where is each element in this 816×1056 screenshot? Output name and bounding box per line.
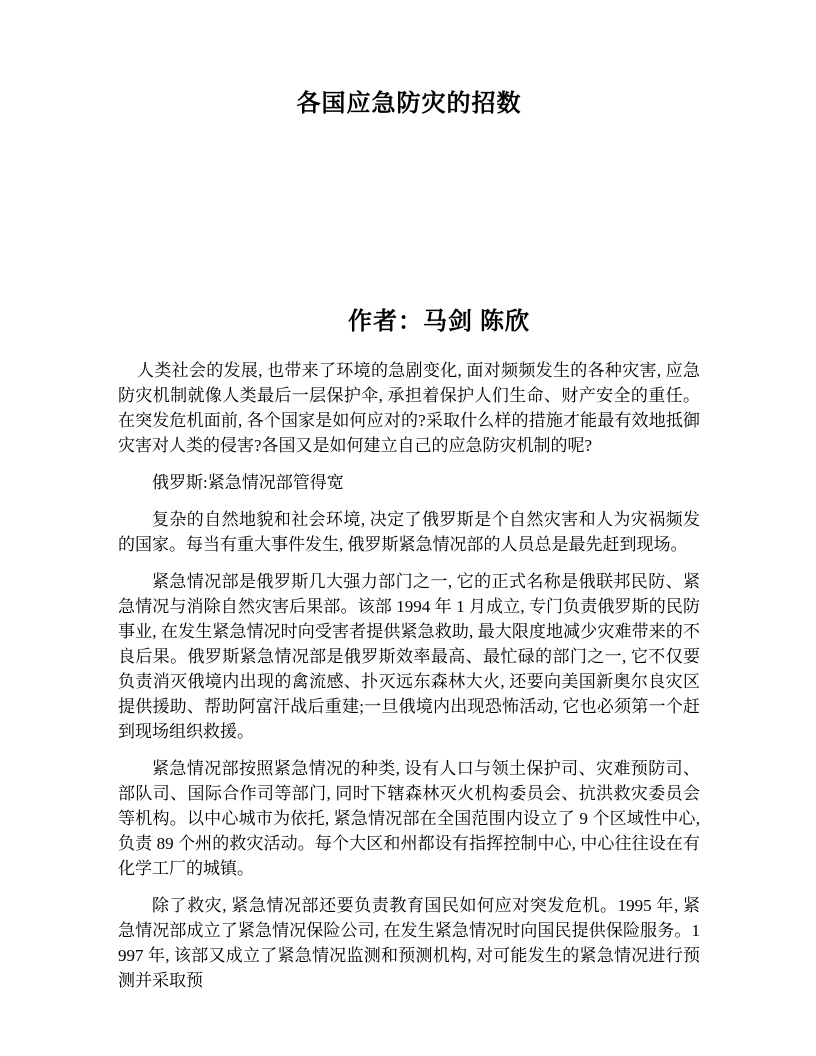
paragraph-ministry-education: 除了救灾, 紧急情况部还要负责教育国民如何应对突发危机。1995 年, 紧急情况部成立了紧急情况保险公司, 在发生紧急情况时向国民提供保险服务。1997 年, 该部又成立了紧急情况监测和预测机构, 对可能发生的紧急情况进行预测并采取预	[118, 896, 700, 990]
paragraph-russia-overview: 复杂的自然地貌和社会环境, 决定了俄罗斯是个自然灾害和人为灾祸频发的国家。每当有重大事件发生, 俄罗斯紧急情况部的人员总是最先赶到现场。	[118, 510, 700, 554]
author-line: 作者：马剑 陈欣	[348, 309, 530, 335]
paragraph-intro: 人类社会的发展, 也带来了环境的急剧变化, 面对频频发生的各种灾害, 应急防灾机制就像人类最后一层保护伞, 承担着保护人们生命、财产安全的重任。在突发危机面前, 各个国家是如何应对的?采取什么样的措施才能最有效地抵御灾害对人类的侵害?各国又是如何建立自己的应急防灾机制的呢?	[118, 361, 700, 455]
document-body	[118, 358, 700, 993]
document-title: 各国应急防灾的招数	[296, 91, 522, 117]
paragraph-ministry-role: 紧急情况部是俄罗斯几大强力部门之一, 它的正式名称是俄联邦民防、紧急情况与消除自然灾害后果部。该部 1994 年 1 月成立, 专门负责俄罗斯的民防事业, 在发生紧急情况时向受害者提供紧急救助, 最大限度地减少灾难带来的不良后果。俄罗斯紧急情况部是俄罗斯效率最高、最忙碌的部门之一, 它不仅要负责消灭俄境内出现的禽流感、扑灭远东森林大火, 还要向美国新奥尔良灾区提供援助、帮助阿富汗战后重建;一旦俄境内出现恐怖活动, 它也必须第一个赶到现场组织救援。	[118, 572, 700, 741]
paragraph-ministry-structure: 紧急情况部按照紧急情况的种类, 设有人口与领土保护司、灾难预防司、部队司、国际合作司等部门, 同时下辖森林灭火机构委员会、抗洪救灾委员会等机构。以中心城市为依托, 紧急情况部在全国范围内设立了 9 个区域性中心, 负责 89 个州的救灾活动。每个大区和州都设有指挥控制中心, 中心往往设在有化学工厂的城镇。	[118, 759, 700, 878]
section-heading-russia: 俄罗斯:紧急情况部管得宽	[152, 473, 344, 492]
